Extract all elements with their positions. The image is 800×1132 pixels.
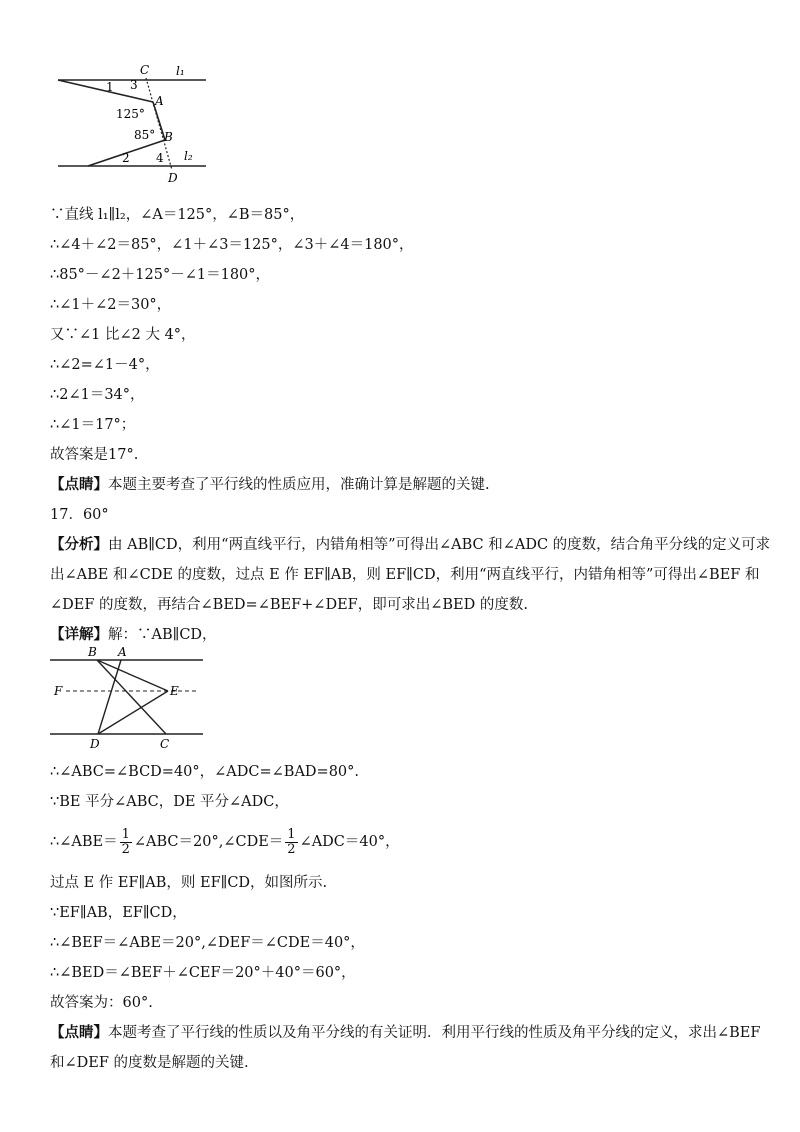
label-l1: l₁ <box>176 64 185 78</box>
label-D: D <box>168 171 178 185</box>
dianjing-17-line-1 <box>50 1023 760 1043</box>
sol16-line-5: 又∵∠1 比∠2 大 4°， <box>50 327 196 343</box>
sol16-line-8: ∴∠1＝17°； <box>50 417 136 433</box>
dianjing-17-tag: 【点睛】 <box>50 1024 108 1041</box>
sol17-line-4: 过点 E 作 EF∥AB，则 EF∥CD，如图所示. <box>50 875 328 891</box>
sol17-line-5: ∵EF∥AB，EF∥CD， <box>50 905 187 921</box>
sol17-line-3 <box>50 825 400 859</box>
fraction-den-2: 2 <box>287 841 296 857</box>
sol17-line-3-b: ∠ABC＝20°,∠CDE＝ <box>133 834 284 850</box>
sol17-line-3-c: ∠ADC＝40°， <box>299 834 400 850</box>
sol16-line-4: ∴∠1＋∠2＝30°， <box>50 297 172 313</box>
label-C: C <box>140 63 150 77</box>
q17-answer: 17．60° <box>50 507 109 523</box>
sol17-line-8: 故答案为：60°. <box>50 995 153 1011</box>
sol16-line-7: ∴2∠1＝34°， <box>50 387 145 403</box>
label-85: 85° <box>134 128 156 142</box>
analysis-17-tag: 【分析】 <box>50 536 108 553</box>
label-l2: l₂ <box>184 149 193 163</box>
detail-17-text: 解：∵AB∥CD， <box>108 627 217 643</box>
sol16-line-9: 故答案是17°. <box>50 447 139 463</box>
label-C-2: C <box>160 737 170 751</box>
analysis-17-line-1 <box>50 535 770 555</box>
sol16-line-3: ∴85°－∠2＋125°－∠1＝180°， <box>50 267 271 283</box>
label-B: B <box>164 130 173 144</box>
fraction-half-2 <box>285 828 297 857</box>
label-3: 3 <box>130 78 138 92</box>
label-B-2: B <box>88 645 97 659</box>
dianjing-16-text: 本题主要考查了平行线的性质应用，准确计算是解题的关键. <box>108 477 490 493</box>
sol17-line-7: ∴∠BED＝∠BEF＋∠CEF＝20°＋40°＝60°， <box>50 965 356 981</box>
sol17-line-6: ∴∠BEF＝∠ABE＝20°,∠DEF＝∠CDE＝40°， <box>50 935 365 951</box>
sol17-line-1: ∴∠ABC=∠BCD=40°，∠ADC=∠BAD=80°. <box>50 764 360 780</box>
dianjing-17-text-1: 本题考查了平行线的性质以及角平分线的有关证明．利用平行线的性质及角平分线的定义，求出∠BEF <box>108 1025 761 1041</box>
fraction-half-1 <box>120 828 132 857</box>
sol17-line-3-a: ∴∠ABE＝ <box>50 834 118 850</box>
segment-E-D <box>98 691 168 734</box>
segment-B-C <box>97 660 166 734</box>
fraction-num-2: 1 <box>287 826 296 842</box>
segment-B-E <box>97 660 168 691</box>
sol16-line-6: ∴∠2=∠1－4°， <box>50 357 160 373</box>
sol17-line-2: ∵BE 平分∠ABC，DE 平分∠ADC， <box>50 794 289 810</box>
sol16-line-2: ∴∠4＋∠2＝85°，∠1＋∠3＝125°，∠3＋∠4＝180°， <box>50 237 414 253</box>
detail-17-tag: 【详解】 <box>50 626 108 643</box>
fraction-num-1: 1 <box>121 826 130 842</box>
analysis-17-line-2: 出∠ABE 和∠CDE 的度数，过点 E 作 EF∥AB，则 EF∥CD，利用“两直线平行，内错角相等”可得出∠BEF 和 <box>50 567 760 583</box>
dianjing-16-tag: 【点睛】 <box>50 476 108 493</box>
detail-17 <box>50 625 217 645</box>
segment-A-D <box>98 660 121 734</box>
label-125: 125° <box>116 107 145 121</box>
figure-parallel-lines-2 <box>48 644 208 752</box>
label-F: F <box>54 684 63 698</box>
label-1: 1 <box>106 80 114 94</box>
sol16-line-1: ∵直线 l₁∥l₂，∠A＝125°，∠B＝85°， <box>50 207 305 223</box>
label-A-2: A <box>118 645 127 659</box>
label-2: 2 <box>122 151 130 165</box>
dianjing-16 <box>50 475 490 495</box>
label-D-2: D <box>90 737 100 751</box>
label-4: 4 <box>156 151 164 165</box>
dianjing-17-line-2: 和∠DEF 的度数是解题的关键. <box>50 1055 249 1071</box>
analysis-17-line-3: ∠DEF 的度数，再结合∠BED=∠BEF+∠DEF，即可求出∠BED 的度数. <box>50 597 528 613</box>
fraction-den-1: 2 <box>121 841 130 857</box>
label-E: E <box>170 684 179 698</box>
analysis-17-text-1: 由 AB∥CD，利用“两直线平行，内错角相等”可得出∠ABC 和∠ADC 的度数，结合角平分线的定义可求 <box>108 537 771 553</box>
label-A: A <box>155 94 164 108</box>
figure-parallel-lines-1 <box>50 58 220 188</box>
